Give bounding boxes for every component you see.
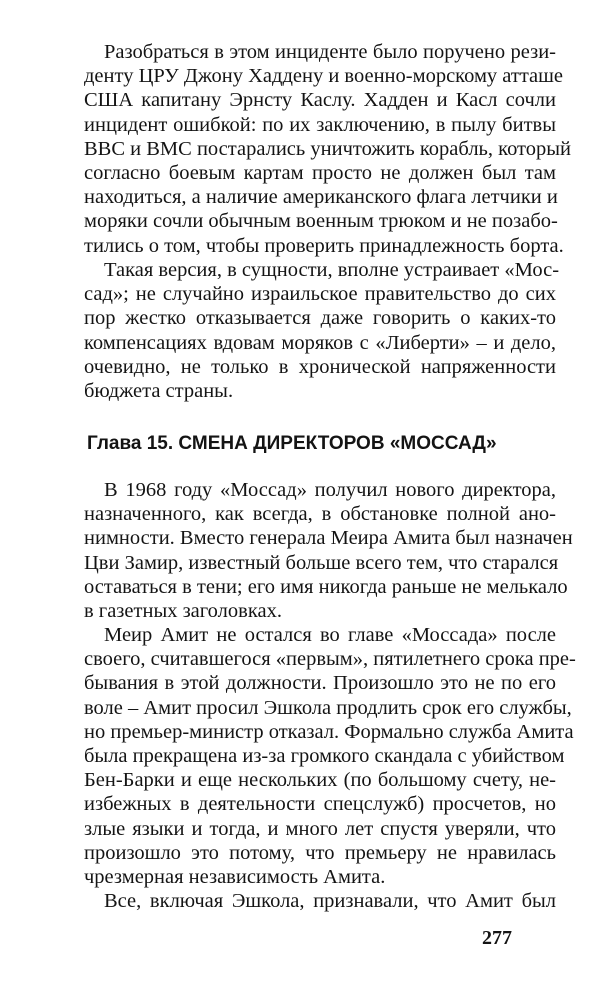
- text-line: своего, считавшегося «первым», пятилетнего срока пре-: [84, 648, 576, 671]
- text-line: бывания в этой должности. Произошло это не по его: [84, 672, 556, 695]
- text-line: Разобраться в этом инциденте было поручено рези-: [104, 41, 556, 63]
- text-line: сад»; не случайно израильское правительство до сих: [84, 283, 556, 306]
- paragraph-2: [84, 258, 560, 403]
- paragraph-4: [84, 623, 576, 889]
- text-line: Все, включая Эшкола, признавали, что Амит был: [104, 890, 556, 912]
- text-line: бюджета страны.: [84, 379, 234, 402]
- text-line: воле – Амит просил Эшкола продлить срок его службы,: [84, 696, 572, 719]
- page-number: 277: [482, 927, 512, 949]
- text-line: Такая версия, в сущности, вполне устраивает «Мос-: [104, 259, 560, 281]
- text-line: была прекращена из-за громкого скандала с убийством: [84, 744, 565, 767]
- text-line: Цви Замир, известный больше всего тем, что старался: [84, 551, 559, 574]
- text-line: чрезмерная независимость Амита.: [84, 865, 386, 888]
- text-line: но премьер-министр отказал. Формально служба Амита: [84, 720, 574, 743]
- text-line: избежных в деятельности спецслужб) просчетов, но: [84, 793, 556, 816]
- text-line: находиться, а наличие американского флага летчики и: [84, 186, 558, 209]
- text-line: произошло это потому, что премьеру не нравилась: [84, 841, 556, 864]
- text-line: инцидент ошибкой: по их заключению, в пылу битвы: [84, 113, 556, 136]
- chapter-heading: Глава 15. СМЕНА ДИРЕКТОРОВ «МОССАД»: [87, 433, 497, 454]
- text-line: пор жестко отказывается даже говорить о каких-то: [84, 307, 556, 330]
- text-line: компенсациях вдовам моряков с «Либерти» – и дело,: [84, 331, 556, 354]
- text-line: денту ЦРУ Джону Хаддену и военно-морскому атташе: [84, 65, 564, 88]
- text-line: согласно боевым картам просто не должен был там: [84, 161, 556, 184]
- text-line: В 1968 году «Моссад» получил нового директора,: [104, 479, 556, 501]
- text-line: нимности. Вместо генерала Меира Амита был назначен: [84, 527, 573, 550]
- text-line: ВВС и ВМС постарались уничтожить корабль, который: [84, 137, 571, 160]
- text-line: очевидно, не только в хронической напряженности: [84, 355, 556, 378]
- text-line: назначенного, как всегда, в обстановке полной ано-: [84, 503, 556, 526]
- text-line: США капитану Эрнсту Каслу. Хадден и Касл сочли: [84, 89, 556, 112]
- text-line: оставаться в тени; его имя никогда раньше не мелькало: [84, 575, 568, 598]
- text-line: тились о том, чтобы проверить принадлежность борта.: [84, 234, 564, 257]
- text-line: злые языки и тогда, и много лет спустя уверяли, что: [84, 817, 556, 840]
- text-line: Меир Амит не остался во главе «Моссада» после: [104, 624, 556, 646]
- paragraph-3: [84, 478, 573, 623]
- text-line: в газетных заголовках.: [84, 599, 282, 622]
- text-line: Бен-Барки и еще нескольких (по большому счету, не-: [84, 769, 556, 792]
- text-line: моряки сочли обычным военным трюком и не позабо-: [84, 210, 558, 233]
- paragraph-1: [84, 40, 571, 258]
- paragraph-5: [84, 889, 556, 913]
